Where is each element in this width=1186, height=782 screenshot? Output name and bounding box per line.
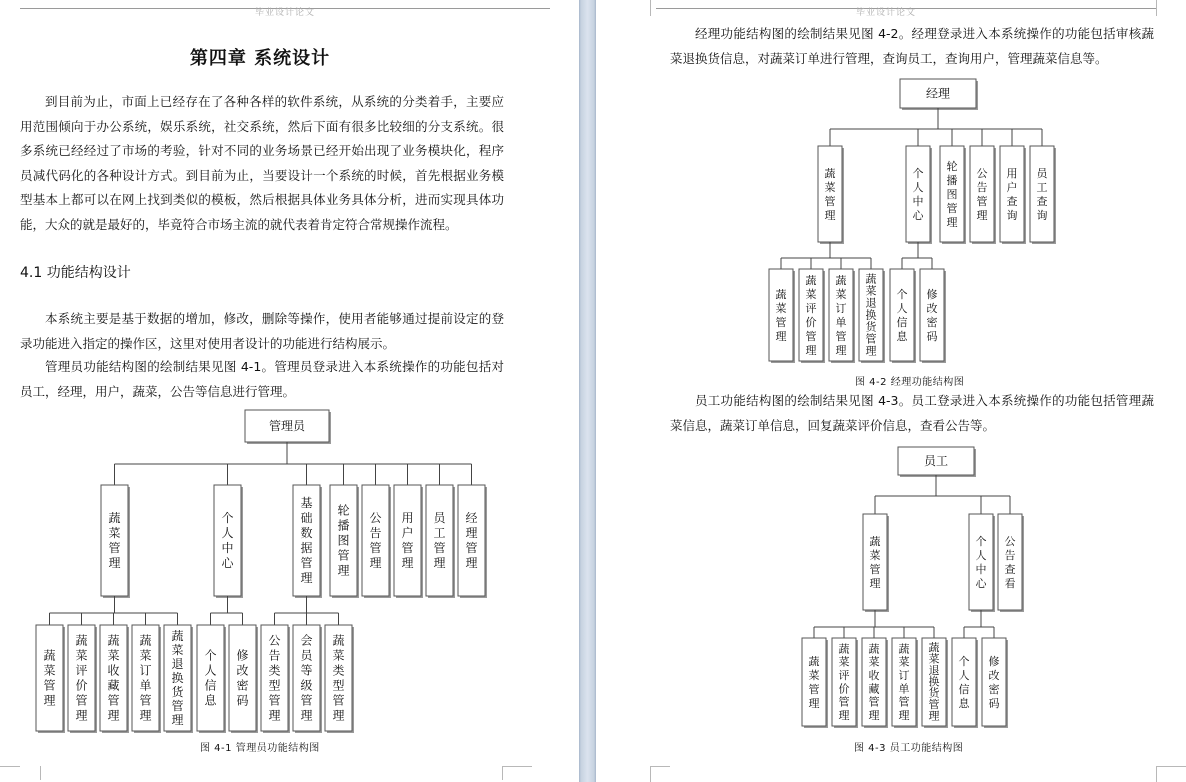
figure-staff-structure xyxy=(596,440,1186,740)
level2-node-label: 蔬菜收藏管理 xyxy=(868,642,880,723)
margin-corner-mark xyxy=(650,766,651,782)
level2-node-label: 蔬菜退换货管理 xyxy=(171,628,184,727)
section-title: 4.1 功能结构设计 xyxy=(20,265,131,281)
level2-node-label: 蔬菜退换货管理 xyxy=(865,272,877,358)
paragraph-function-structure: 本系统主要是基于数据的增加，修改，删除等操作，使用者能够通过提前设定的登录功能进入指定的操作区，这里对使用者设计的功能进行结构展示。 xyxy=(20,311,504,351)
level1-node-label: 轮播图管理 xyxy=(337,503,350,578)
level1-node-label: 基础数据管理 xyxy=(300,496,313,586)
margin-corner-mark xyxy=(1156,766,1157,782)
page-gutter xyxy=(579,0,596,782)
level2-node-label: 蔬菜收藏管理 xyxy=(107,633,120,723)
level2-node-label: 修改密码 xyxy=(926,287,938,343)
level2-node-label: 蔬菜评价管理 xyxy=(75,633,88,723)
level2-node-label: 蔬菜管理 xyxy=(775,287,787,343)
level1-node-label: 公告查看 xyxy=(1004,534,1016,590)
level2-node-label: 蔬菜退换货管理 xyxy=(928,640,940,723)
root-node-label: 管理员 xyxy=(268,419,306,433)
chapter-title: 第四章 系统设计 xyxy=(189,48,331,69)
intro-paragraph: 到目前为止，市面上已经存在了各种各样的软件系统，从系统的分类着手，主要应用范围倾向于办公系统，娱乐系统，社交系统，然后下面有很多比较细的分支系统。很多系统已经经过了市场的考验，针对不同的业务场景已经开始出现了业务模块化，程序员减代码化的各种设计方式。到目前为止，当要设计一个系统的时候，首先根据业务模型基本上都可以在网上找到类似的模板，然后根据具体业务具体分析，进而实现具体功能，大众的就是最好的，毕竟符合市场主流的就代表着肯定符合常规操作流程。 xyxy=(20,94,504,232)
page-header-text: 毕业设计论文 xyxy=(856,8,917,18)
figure-4-2-caption: 图 4-2 经理功能结构图 xyxy=(855,377,965,388)
page-header-rule xyxy=(656,8,1156,18)
root-node-label: 员工 xyxy=(923,454,949,468)
level2-node-label: 个人信息 xyxy=(958,654,970,710)
level1-node-label: 员工查询 xyxy=(1036,166,1048,222)
margin-corner-mark xyxy=(502,766,525,780)
level2-node-label: 蔬菜订单管理 xyxy=(139,633,152,723)
level2-node-label: 修改密码 xyxy=(236,648,249,708)
level2-node-label: 蔬菜评价管理 xyxy=(805,273,817,357)
document-page-left xyxy=(0,0,579,782)
margin-corner-mark xyxy=(650,766,670,767)
level2-node-label: 个人信息 xyxy=(896,287,908,343)
level1-node-label: 蔬菜管理 xyxy=(108,511,121,571)
level1-node-label: 个人中心 xyxy=(975,534,987,590)
margin-corner-mark xyxy=(1156,0,1157,16)
level2-node-label: 蔬菜管理 xyxy=(808,654,820,710)
margin-corner-mark xyxy=(650,0,651,16)
level1-node-label: 用户管理 xyxy=(401,511,414,571)
level2-node-label: 公告类型管理 xyxy=(268,633,281,723)
paragraph-admin-figure: 管理员功能结构图的绘制结果见图 4-1。管理员登录进入本系统操作的功能包括对员工，经理，用户，蔬菜，公告等信息进行管理。 xyxy=(20,359,504,399)
document-page-right xyxy=(596,0,1186,782)
level2-node-label: 修改密码 xyxy=(988,654,1000,710)
level2-node-label: 蔬菜订单管理 xyxy=(898,642,910,723)
level1-node-label: 公告管理 xyxy=(369,511,382,571)
level2-node-label: 蔬菜评价管理 xyxy=(838,642,850,723)
figure-manager-structure xyxy=(596,76,1186,366)
figure-4-3-caption: 图 4-3 员工功能结构图 xyxy=(854,743,964,754)
margin-corner-mark xyxy=(502,766,532,767)
level2-node-label: 个人信息 xyxy=(204,648,217,708)
level2-node-label: 蔬菜类型管理 xyxy=(332,633,345,723)
level2-node-label: 蔬菜订单管理 xyxy=(835,273,847,357)
level1-node-label: 蔬菜管理 xyxy=(869,534,881,590)
level1-node-label: 轮播图管理 xyxy=(946,159,958,229)
level1-node-label: 蔬菜管理 xyxy=(824,166,836,222)
paragraph-manager-figure: 经理功能结构图的绘制结果见图 4-2。经理登录进入本系统操作的功能包括审核蔬菜退换货信息，对蔬菜订单进行管理，查询员工，查询用户，管理蔬菜信息等。 xyxy=(670,26,1154,66)
level2-node-label: 蔬菜管理 xyxy=(43,648,56,708)
root-node-label: 经理 xyxy=(925,86,951,101)
level1-node-label: 个人中心 xyxy=(221,511,234,571)
level2-node-label: 会员等级管理 xyxy=(300,633,313,723)
page-header-text: 毕业设计论文 xyxy=(255,8,316,18)
margin-corner-mark xyxy=(18,766,41,780)
level1-node-label: 员工管理 xyxy=(433,511,446,571)
level1-node-label: 经理管理 xyxy=(465,511,478,571)
page-header-rule xyxy=(20,8,550,18)
margin-corner-mark xyxy=(1156,766,1186,767)
level1-node-label: 个人中心 xyxy=(912,166,924,222)
margin-corner-mark xyxy=(0,766,20,767)
figure-4-1-caption: 图 4-1 管理员功能结构图 xyxy=(200,743,320,754)
level1-node-label: 公告管理 xyxy=(976,166,988,222)
level1-node-label: 用户查询 xyxy=(1006,166,1018,222)
paragraph-staff-figure: 员工功能结构图的绘制结果见图 4-3。员工登录进入本系统操作的功能包括管理蔬菜信息，蔬菜订单信息，回复蔬菜评价信息，查看公告等。 xyxy=(670,393,1154,433)
figure-admin-structure xyxy=(0,405,579,735)
